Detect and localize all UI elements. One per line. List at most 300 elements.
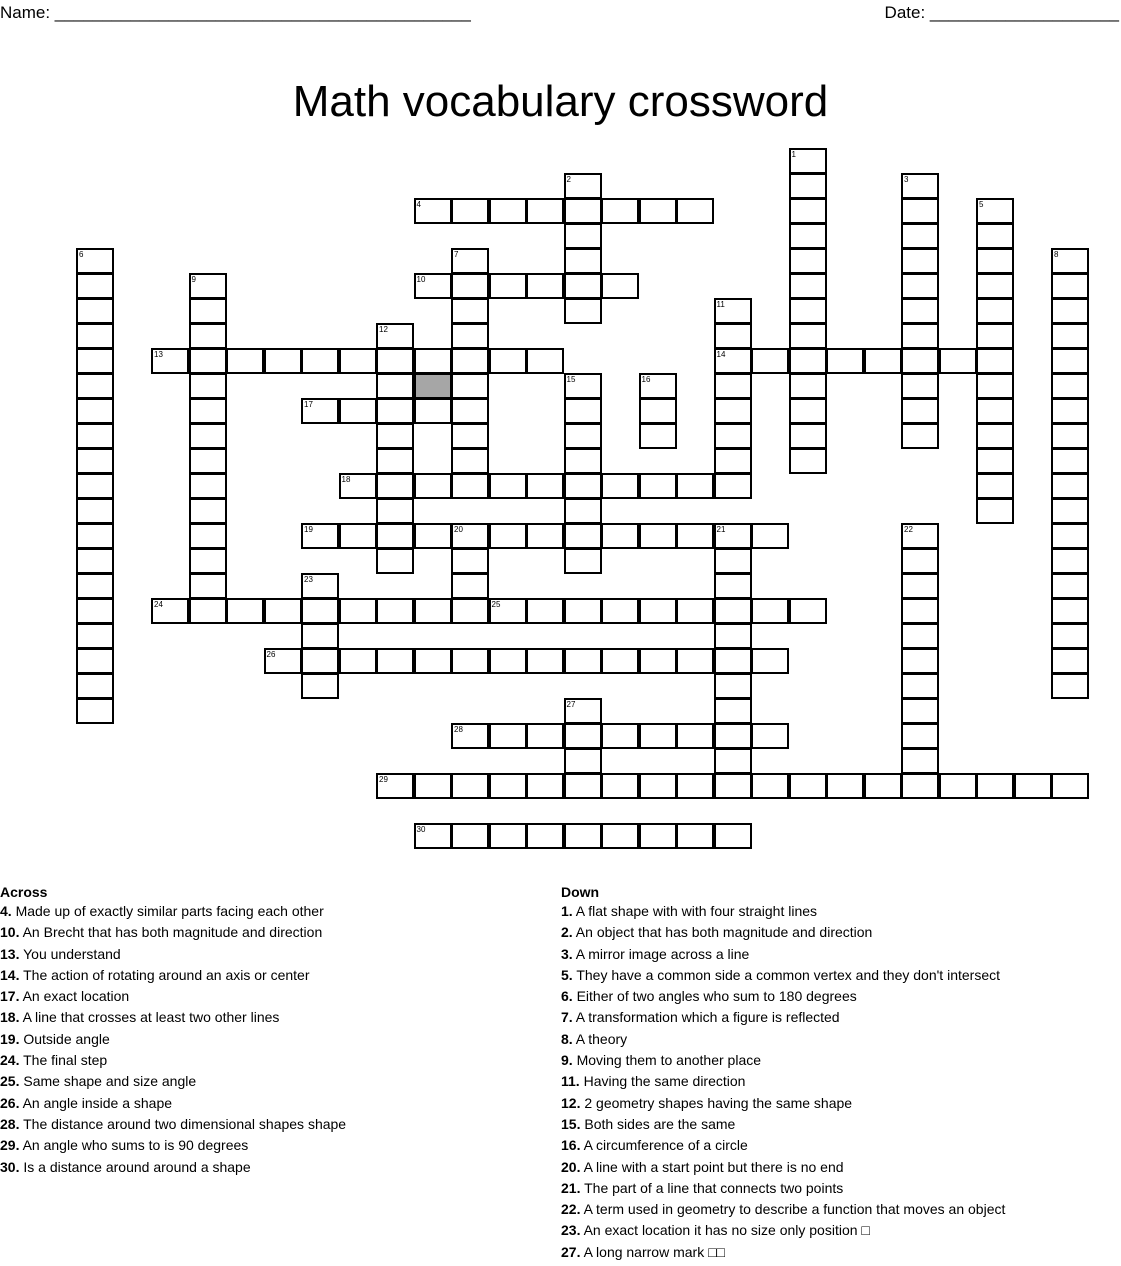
answer-cell[interactable] xyxy=(901,723,939,749)
answer-cell[interactable] xyxy=(264,348,302,374)
answer-cell[interactable] xyxy=(189,398,227,424)
answer-cell[interactable] xyxy=(451,348,489,374)
answer-cell[interactable] xyxy=(489,348,527,374)
answer-cell[interactable] xyxy=(864,773,902,799)
answer-cell[interactable] xyxy=(76,373,114,399)
answer-cell[interactable] xyxy=(901,698,939,724)
answer-cell[interactable] xyxy=(151,348,189,374)
answer-cell[interactable] xyxy=(301,673,339,699)
answer-cell[interactable] xyxy=(714,748,752,774)
answer-cell[interactable] xyxy=(901,323,939,349)
answer-cell[interactable] xyxy=(714,323,752,349)
answer-cell[interactable] xyxy=(976,298,1014,324)
answer-cell[interactable] xyxy=(789,598,827,624)
answer-cell[interactable] xyxy=(714,598,752,624)
answer-cell[interactable] xyxy=(901,548,939,574)
down-clue xyxy=(561,901,1121,922)
answer-cell[interactable] xyxy=(264,598,302,624)
answer-cell[interactable] xyxy=(976,323,1014,349)
answer-cell[interactable] xyxy=(151,598,189,624)
answer-cell[interactable] xyxy=(451,723,489,749)
answer-cell[interactable] xyxy=(489,198,527,224)
answer-cell[interactable] xyxy=(189,473,227,499)
down-clue xyxy=(561,1220,1121,1241)
answer-cell[interactable] xyxy=(376,598,414,624)
answer-cell[interactable] xyxy=(564,273,602,299)
answer-cell[interactable] xyxy=(676,773,714,799)
answer-cell[interactable] xyxy=(826,348,864,374)
answer-cell[interactable] xyxy=(789,223,827,249)
answer-cell[interactable] xyxy=(939,348,977,374)
answer-cell[interactable] xyxy=(976,423,1014,449)
answer-cell[interactable] xyxy=(1051,598,1089,624)
answer-cell[interactable] xyxy=(451,323,489,349)
across-clue xyxy=(0,1050,540,1071)
answer-cell[interactable] xyxy=(751,523,789,549)
answer-cell[interactable] xyxy=(564,448,602,474)
answer-cell[interactable] xyxy=(714,348,752,374)
answer-cell[interactable] xyxy=(714,573,752,599)
answer-cell[interactable] xyxy=(901,748,939,774)
answer-cell[interactable] xyxy=(1051,573,1089,599)
answer-cell[interactable] xyxy=(76,323,114,349)
answer-cell[interactable] xyxy=(789,773,827,799)
answer-cell[interactable] xyxy=(901,598,939,624)
answer-cell[interactable] xyxy=(489,523,527,549)
answer-cell[interactable] xyxy=(714,423,752,449)
answer-cell[interactable] xyxy=(526,598,564,624)
answer-cell[interactable] xyxy=(601,198,639,224)
answer-cell[interactable] xyxy=(1014,773,1052,799)
answer-cell[interactable] xyxy=(76,623,114,649)
answer-cell[interactable] xyxy=(1051,498,1089,524)
answer-cell[interactable] xyxy=(76,698,114,724)
answer-cell[interactable] xyxy=(676,723,714,749)
answer-cell[interactable] xyxy=(376,773,414,799)
answer-cell[interactable] xyxy=(376,548,414,574)
answer-cell[interactable] xyxy=(451,398,489,424)
answer-cell[interactable] xyxy=(976,273,1014,299)
answer-cell[interactable] xyxy=(489,723,527,749)
clue-text: A line with a start point but there is no end xyxy=(580,1158,844,1175)
answer-cell[interactable] xyxy=(301,648,339,674)
answer-cell[interactable] xyxy=(601,523,639,549)
answer-cell[interactable] xyxy=(601,823,639,849)
clue-number: 14. xyxy=(0,966,20,983)
cell-number: 11 xyxy=(716,300,725,309)
answer-cell[interactable] xyxy=(639,423,677,449)
answer-cell[interactable] xyxy=(76,423,114,449)
answer-cell[interactable] xyxy=(376,398,414,424)
answer-cell[interactable] xyxy=(376,523,414,549)
answer-cell[interactable] xyxy=(901,623,939,649)
answer-cell[interactable] xyxy=(1051,298,1089,324)
answer-cell[interactable] xyxy=(751,598,789,624)
answer-cell[interactable] xyxy=(489,473,527,499)
answer-cell[interactable] xyxy=(76,473,114,499)
clue-number: 15. xyxy=(561,1115,581,1132)
answer-cell[interactable] xyxy=(76,573,114,599)
answer-cell[interactable] xyxy=(564,523,602,549)
answer-cell[interactable] xyxy=(976,248,1014,274)
answer-cell[interactable] xyxy=(451,523,489,549)
answer-cell[interactable] xyxy=(489,273,527,299)
answer-cell[interactable] xyxy=(564,823,602,849)
answer-cell[interactable] xyxy=(714,698,752,724)
answer-cell[interactable] xyxy=(564,223,602,249)
answer-cell[interactable] xyxy=(714,723,752,749)
answer-cell[interactable] xyxy=(639,198,677,224)
answer-cell[interactable] xyxy=(676,598,714,624)
answer-cell[interactable] xyxy=(601,273,639,299)
answer-cell[interactable] xyxy=(639,373,677,399)
answer-cell[interactable] xyxy=(451,573,489,599)
answer-cell[interactable] xyxy=(789,298,827,324)
across-clue xyxy=(0,1029,540,1050)
answer-cell[interactable] xyxy=(189,498,227,524)
answer-cell[interactable] xyxy=(676,823,714,849)
answer-cell[interactable] xyxy=(76,348,114,374)
answer-cell[interactable] xyxy=(1051,673,1089,699)
answer-cell[interactable] xyxy=(339,648,377,674)
answer-cell[interactable] xyxy=(526,273,564,299)
answer-cell[interactable] xyxy=(489,598,527,624)
answer-cell[interactable] xyxy=(189,273,227,299)
answer-cell[interactable] xyxy=(1051,648,1089,674)
answer-cell[interactable] xyxy=(751,773,789,799)
answer-cell[interactable] xyxy=(676,198,714,224)
answer-cell[interactable] xyxy=(564,748,602,774)
answer-cell[interactable] xyxy=(526,823,564,849)
answer-cell[interactable] xyxy=(901,198,939,224)
answer-cell[interactable] xyxy=(189,548,227,574)
answer-cell[interactable] xyxy=(301,523,339,549)
answer-cell[interactable] xyxy=(714,373,752,399)
answer-cell[interactable] xyxy=(76,398,114,424)
down-clue xyxy=(561,1178,1121,1199)
answer-cell[interactable] xyxy=(901,298,939,324)
answer-cell[interactable] xyxy=(789,373,827,399)
answer-cell[interactable] xyxy=(676,648,714,674)
answer-cell[interactable] xyxy=(1051,248,1089,274)
answer-cell[interactable] xyxy=(526,198,564,224)
answer-cell[interactable] xyxy=(76,248,114,274)
answer-cell[interactable] xyxy=(414,473,452,499)
clue-number: 22. xyxy=(561,1201,581,1218)
answer-cell[interactable] xyxy=(189,448,227,474)
answer-cell[interactable] xyxy=(76,448,114,474)
answer-cell[interactable] xyxy=(451,198,489,224)
answer-cell[interactable] xyxy=(714,523,752,549)
answer-cell[interactable] xyxy=(189,423,227,449)
answer-cell[interactable] xyxy=(564,173,602,199)
across-clue xyxy=(0,1157,540,1178)
answer-cell[interactable] xyxy=(639,648,677,674)
answer-cell[interactable] xyxy=(189,598,227,624)
answer-cell[interactable] xyxy=(1051,373,1089,399)
answer-cell[interactable] xyxy=(264,648,302,674)
answer-cell[interactable] xyxy=(826,773,864,799)
answer-cell[interactable] xyxy=(564,598,602,624)
answer-cell[interactable] xyxy=(376,373,414,399)
answer-cell[interactable] xyxy=(414,648,452,674)
answer-cell[interactable] xyxy=(601,598,639,624)
answer-cell[interactable] xyxy=(789,398,827,424)
cell-number: 29 xyxy=(379,775,388,784)
answer-cell[interactable] xyxy=(714,473,752,499)
down-clue xyxy=(561,1007,1121,1028)
answer-cell[interactable] xyxy=(76,598,114,624)
answer-cell[interactable] xyxy=(676,523,714,549)
answer-cell[interactable] xyxy=(901,523,939,549)
clue-text: An exact location xyxy=(19,988,130,1005)
answer-cell[interactable] xyxy=(301,573,339,599)
answer-cell[interactable] xyxy=(451,773,489,799)
down-clue xyxy=(561,1157,1121,1178)
answer-cell[interactable] xyxy=(189,373,227,399)
answer-cell[interactable] xyxy=(564,423,602,449)
answer-cell[interactable] xyxy=(751,723,789,749)
answer-cell[interactable] xyxy=(564,398,602,424)
answer-cell[interactable] xyxy=(901,348,939,374)
down-clue xyxy=(561,986,1121,1007)
cell-number: 28 xyxy=(454,725,463,734)
answer-cell[interactable] xyxy=(526,348,564,374)
answer-cell[interactable] xyxy=(339,473,377,499)
down-clue xyxy=(561,922,1121,943)
answer-cell[interactable] xyxy=(526,648,564,674)
answer-cell[interactable] xyxy=(976,773,1014,799)
answer-cell[interactable] xyxy=(376,423,414,449)
answer-cell[interactable] xyxy=(1051,548,1089,574)
cell-number: 3 xyxy=(904,175,909,184)
answer-cell[interactable] xyxy=(564,548,602,574)
answer-cell[interactable] xyxy=(789,348,827,374)
answer-cell[interactable] xyxy=(564,473,602,499)
answer-cell[interactable] xyxy=(714,823,752,849)
answer-cell[interactable] xyxy=(189,523,227,549)
answer-cell[interactable] xyxy=(714,648,752,674)
answer-cell[interactable] xyxy=(451,423,489,449)
answer-cell[interactable] xyxy=(1051,273,1089,299)
answer-cell[interactable] xyxy=(489,773,527,799)
answer-cell[interactable] xyxy=(976,498,1014,524)
clue-text: A theory xyxy=(572,1030,628,1047)
answer-cell[interactable] xyxy=(414,348,452,374)
answer-cell[interactable] xyxy=(639,598,677,624)
answer-cell[interactable] xyxy=(901,273,939,299)
answer-cell[interactable] xyxy=(376,473,414,499)
answer-cell[interactable] xyxy=(564,723,602,749)
answer-cell[interactable] xyxy=(1051,523,1089,549)
answer-cell[interactable] xyxy=(189,323,227,349)
answer-cell[interactable] xyxy=(564,498,602,524)
answer-cell[interactable] xyxy=(1051,348,1089,374)
clue-number: 21. xyxy=(561,1179,581,1196)
answer-cell[interactable] xyxy=(76,523,114,549)
answer-cell[interactable] xyxy=(451,248,489,274)
answer-cell[interactable] xyxy=(451,548,489,574)
answer-cell[interactable] xyxy=(76,548,114,574)
answer-cell[interactable] xyxy=(414,598,452,624)
answer-cell[interactable] xyxy=(376,448,414,474)
answer-cell[interactable] xyxy=(226,598,264,624)
answer-cell[interactable] xyxy=(714,773,752,799)
clue-text: A transformation which a figure is reflected xyxy=(572,1009,840,1026)
answer-cell[interactable] xyxy=(526,723,564,749)
answer-cell[interactable] xyxy=(789,273,827,299)
answer-cell[interactable] xyxy=(376,648,414,674)
answer-cell[interactable] xyxy=(339,348,377,374)
clue-text: An exact location it has no size only position □ xyxy=(580,1222,870,1239)
answer-cell[interactable] xyxy=(751,348,789,374)
answer-cell[interactable] xyxy=(451,273,489,299)
answer-cell[interactable] xyxy=(376,498,414,524)
answer-cell[interactable] xyxy=(639,723,677,749)
cell-number: 16 xyxy=(641,375,651,384)
answer-cell[interactable] xyxy=(751,648,789,674)
answer-cell[interactable] xyxy=(789,148,827,174)
answer-cell[interactable] xyxy=(414,823,452,849)
answer-cell[interactable] xyxy=(376,323,414,349)
answer-cell[interactable] xyxy=(601,773,639,799)
answer-cell[interactable] xyxy=(1051,623,1089,649)
answer-cell[interactable] xyxy=(639,473,677,499)
answer-cell[interactable] xyxy=(976,473,1014,499)
answer-cell[interactable] xyxy=(901,673,939,699)
answer-cell[interactable] xyxy=(564,698,602,724)
answer-cell[interactable] xyxy=(489,823,527,849)
answer-cell[interactable] xyxy=(339,398,377,424)
answer-cell[interactable] xyxy=(901,773,939,799)
clue-text: The distance around two dimensional shapes shape xyxy=(19,1115,347,1132)
answer-cell[interactable] xyxy=(301,623,339,649)
answer-cell[interactable] xyxy=(339,598,377,624)
answer-cell[interactable] xyxy=(789,248,827,274)
answer-cell[interactable] xyxy=(639,398,677,424)
across-clue xyxy=(0,901,540,922)
answer-cell[interactable] xyxy=(414,198,452,224)
answer-cell[interactable] xyxy=(976,223,1014,249)
answer-cell[interactable] xyxy=(939,773,977,799)
answer-cell[interactable] xyxy=(526,523,564,549)
answer-cell[interactable] xyxy=(714,623,752,649)
answer-cell[interactable] xyxy=(301,398,339,424)
answer-cell[interactable] xyxy=(676,473,714,499)
answer-cell[interactable] xyxy=(901,223,939,249)
answer-cell[interactable] xyxy=(714,398,752,424)
answer-cell[interactable] xyxy=(976,398,1014,424)
answer-cell[interactable] xyxy=(76,498,114,524)
answer-cell[interactable] xyxy=(901,373,939,399)
answer-cell[interactable] xyxy=(789,448,827,474)
answer-cell[interactable] xyxy=(414,523,452,549)
answer-cell[interactable] xyxy=(976,373,1014,399)
answer-cell[interactable] xyxy=(601,648,639,674)
answer-cell[interactable] xyxy=(564,373,602,399)
answer-cell[interactable] xyxy=(451,298,489,324)
clue-number: 20. xyxy=(561,1158,581,1175)
answer-cell[interactable] xyxy=(1051,773,1089,799)
answer-cell[interactable] xyxy=(489,648,527,674)
answer-cell[interactable] xyxy=(414,398,452,424)
answer-cell[interactable] xyxy=(301,348,339,374)
answer-cell[interactable] xyxy=(901,423,939,449)
answer-cell[interactable] xyxy=(714,298,752,324)
answer-cell[interactable] xyxy=(76,648,114,674)
answer-cell[interactable] xyxy=(76,673,114,699)
answer-cell[interactable] xyxy=(451,373,489,399)
answer-cell[interactable] xyxy=(76,298,114,324)
answer-cell[interactable] xyxy=(789,423,827,449)
answer-cell[interactable] xyxy=(564,648,602,674)
answer-cell[interactable] xyxy=(789,323,827,349)
answer-cell[interactable] xyxy=(564,773,602,799)
answer-cell[interactable] xyxy=(301,598,339,624)
answer-cell[interactable] xyxy=(76,273,114,299)
answer-cell[interactable] xyxy=(451,648,489,674)
answer-cell[interactable] xyxy=(414,273,452,299)
answer-cell[interactable] xyxy=(864,348,902,374)
clue-text: An object that has both magnitude and direction xyxy=(572,924,873,941)
answer-cell[interactable] xyxy=(789,198,827,224)
answer-cell[interactable] xyxy=(714,448,752,474)
answer-cell[interactable] xyxy=(601,723,639,749)
answer-cell[interactable] xyxy=(1051,423,1089,449)
answer-cell[interactable] xyxy=(639,773,677,799)
answer-cell[interactable] xyxy=(564,298,602,324)
answer-cell[interactable] xyxy=(376,348,414,374)
answer-cell[interactable] xyxy=(901,398,939,424)
answer-cell[interactable] xyxy=(564,248,602,274)
answer-cell[interactable] xyxy=(189,298,227,324)
answer-cell[interactable] xyxy=(1051,398,1089,424)
answer-cell[interactable] xyxy=(901,248,939,274)
clue-number: 17. xyxy=(0,988,20,1005)
answer-cell[interactable] xyxy=(451,448,489,474)
answer-cell[interactable] xyxy=(414,773,452,799)
answer-cell[interactable] xyxy=(1051,323,1089,349)
answer-cell[interactable] xyxy=(901,573,939,599)
answer-cell[interactable] xyxy=(189,573,227,599)
answer-cell[interactable] xyxy=(1051,448,1089,474)
answer-cell[interactable] xyxy=(1051,473,1089,499)
answer-cell[interactable] xyxy=(339,523,377,549)
answer-cell[interactable] xyxy=(976,198,1014,224)
clue-number: 29. xyxy=(0,1137,20,1154)
answer-cell[interactable] xyxy=(976,448,1014,474)
answer-cell[interactable] xyxy=(526,773,564,799)
answer-cell[interactable] xyxy=(564,198,602,224)
answer-cell[interactable] xyxy=(189,348,227,374)
clue-text: An angle who sums to is 90 degrees xyxy=(19,1137,249,1154)
answer-cell[interactable] xyxy=(789,173,827,199)
answer-cell[interactable] xyxy=(976,348,1014,374)
answer-cell[interactable] xyxy=(601,473,639,499)
answer-cell[interactable] xyxy=(451,473,489,499)
answer-cell[interactable] xyxy=(714,548,752,574)
answer-cell[interactable] xyxy=(451,823,489,849)
answer-cell[interactable] xyxy=(901,173,939,199)
answer-cell[interactable] xyxy=(451,598,489,624)
answer-cell[interactable] xyxy=(526,473,564,499)
answer-cell[interactable] xyxy=(226,348,264,374)
answer-cell[interactable] xyxy=(639,823,677,849)
answer-cell[interactable] xyxy=(639,523,677,549)
answer-cell[interactable] xyxy=(714,673,752,699)
answer-cell[interactable] xyxy=(901,648,939,674)
cell-number: 10 xyxy=(416,275,426,284)
